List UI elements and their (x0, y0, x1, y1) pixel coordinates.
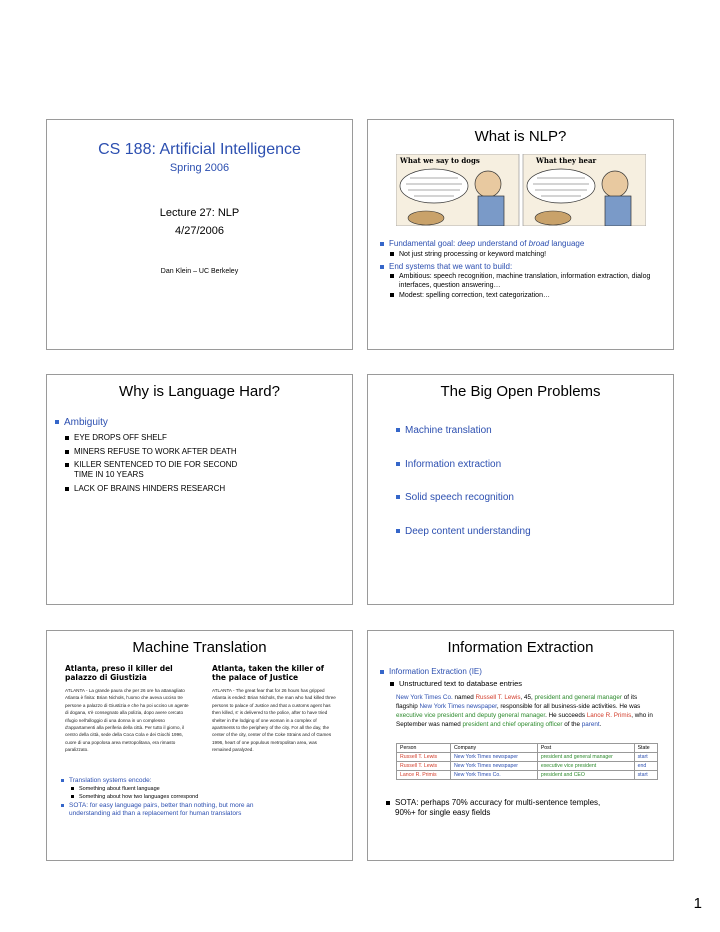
english-headline: Atlanta, taken the killer of the palace of Justice (212, 664, 325, 682)
page-number: 1 (693, 895, 702, 912)
col-header: State (634, 744, 657, 753)
table-header (397, 744, 658, 753)
ie-table (396, 743, 658, 780)
bullet-encode: Translation systems encode: (61, 777, 342, 784)
bullet-ie: Information Extraction (IE) (380, 667, 663, 677)
ie-source-text (396, 693, 656, 729)
slide-title: Information Extraction (447, 639, 594, 656)
bullet-sota: SOTA: for easy language pairs, better than nothing, but more an understanding aid than a replacement for human translators (61, 802, 284, 817)
col-header: Post (537, 744, 634, 753)
ie-text-segment: New York Times newspaper (419, 703, 497, 710)
italian-headline: Atlanta, preso il killer del palazzo di Giustizia (65, 664, 173, 682)
headline-item: EYE DROPS OFF SHELF (65, 433, 342, 443)
problem-item: Deep content understanding (396, 526, 663, 537)
problem-item: Information extraction (396, 459, 663, 470)
ie-text-segment: president and chief operating officer (462, 721, 563, 728)
ie-text-segment: , 45, (520, 694, 535, 701)
ie-text-segment: , who in September was named (396, 712, 653, 728)
slide-title: Why is Language Hard? (119, 383, 280, 400)
sub-bullet: Not just string processing or keyword matching! (390, 250, 663, 260)
problem-item: Machine translation (396, 425, 663, 436)
ie-text-segment: parent (581, 721, 600, 728)
lecture-date: 4/27/2006 (175, 225, 224, 237)
headline-item: LACK OF BRAINS HINDERS RESEARCH (65, 484, 342, 494)
slide-title: What is NLP? (474, 128, 567, 145)
ie-text-segment: president and general manager (534, 694, 623, 701)
bullet-goal: Fundamental goal: deep understand of broad language (380, 239, 663, 249)
bullet-ambiguity: Ambiguity (55, 417, 342, 428)
ie-text-segment: Russell T. Lewis (475, 694, 521, 701)
sub-bullet: Modest: spelling correction, text categorization… (390, 291, 663, 301)
problem-item: Solid speech recognition (396, 492, 663, 503)
table-row: Russell T. Lewis New York Times newspaper president and general manager start (397, 753, 658, 762)
italian-article: ATLANTA - La grande paura che per 26 ore ha attanagliato Atlanta è finita: Brian Nichols, l'uomo che aveva ucciso tre persone a palazzo di Giustizia e che ha poi ucciso un agente di dogana, s'è consegnato alla polizia, dopo avere cercato rifugio nell'alloggio di una donna in un complesso d'appartamenti alla periferia della città. Per tutto il giorno, il centro della città, sede della Coca Cola e dei Giochi 1996, cuore di una popolosa area metropolitana, era rimasto paralizzato. (65, 688, 189, 753)
sub-bullet: Unstructured text to database entries (390, 679, 663, 689)
cartoon-image (396, 154, 646, 226)
ie-text-segment: of the (562, 721, 582, 728)
headline-item: KILLER SENTENCED TO DIE FOR SECOND TIME IN 10 YEARS (65, 460, 254, 480)
ie-text-segment: of its flagship (396, 694, 638, 710)
slide-machine-translation (46, 630, 353, 861)
slide-title: Machine Translation (132, 639, 267, 656)
sub-bullet: Something about fluent language (71, 786, 342, 792)
slide-information-extraction (367, 630, 674, 861)
slide-title: The Big Open Problems (440, 383, 601, 400)
headline-item: MINERS REFUSE TO WORK AFTER DEATH (65, 447, 342, 457)
lecture-number: Lecture 27: NLP (159, 207, 240, 219)
cartoon-right-caption: What they hear (536, 156, 597, 165)
ie-text-segment: New York Times Co. (396, 694, 453, 701)
english-article: ATLANTA - The great fear that for 26 hours has gripped Atlanta is ended: Brian Nichols, the man who had killed three persons to palace of Justice and that a customs agent has then killed, s' is delivered to the police, after to have tried shelter in the lodging of one woman in a complex of apartments to the periphery of the city. For all the day, the center of the city, center of the Coke Strains and of Games 1996, heart of one populous metropolitan area, was remained paralyzed. (212, 688, 336, 753)
table-row: Lance R. Primis New York Times Co. president and CEO start (397, 771, 658, 780)
bullet-systems: End systems that we want to build: (380, 262, 663, 272)
author: Dan Klein – UC Berkeley (160, 268, 239, 275)
ie-text-segment: executive vice president and deputy general manager (396, 712, 546, 719)
ie-text-segment: Lance R. Primis (586, 712, 632, 719)
col-header: Company (450, 744, 537, 753)
ie-text-segment: . (599, 721, 602, 728)
cartoon-illustration (396, 154, 646, 226)
ie-text-segment: . He succeeds (545, 712, 587, 719)
ie-text-segment: named (452, 694, 476, 701)
sub-bullet: Something about how two languages correspond (71, 794, 342, 800)
slide-open-problems (367, 374, 674, 605)
sub-bullet: Ambitious: speech recognition, machine translation, information extraction, dialog interfaces, question answering… (390, 272, 663, 290)
slide-why-hard (46, 374, 353, 605)
table-row: Russell T. Lewis New York Times newspaper executive vice president end (397, 762, 658, 771)
course-term: Spring 2006 (169, 162, 230, 174)
cartoon-left-caption: What we say to dogs (400, 156, 480, 165)
course-title: CS 188: Artificial Intelligence (98, 141, 301, 158)
col-header: Person (397, 744, 451, 753)
bullet-marker (380, 242, 384, 246)
ie-text-segment: , responsible for all business-side activities. He was (496, 703, 641, 710)
slide-title (46, 119, 353, 350)
slide-what-is-nlp (367, 119, 674, 350)
bullet-sota: SOTA: perhaps 70% accuracy for multi-sentence temples, 90%+ for single easy fields (386, 798, 615, 818)
